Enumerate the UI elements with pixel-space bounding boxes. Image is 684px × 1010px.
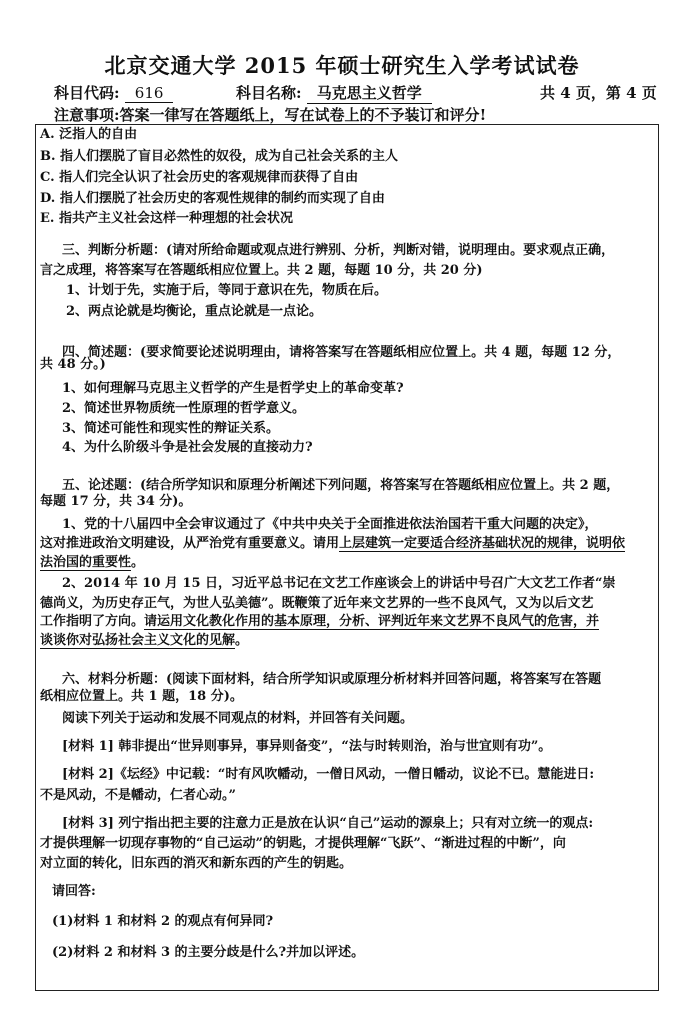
section6-intro: 阅读下列关于运动和发展不同观点的材料，并回答有关问题。 xyxy=(62,711,414,726)
subject-name-label: 科目名称: xyxy=(236,84,302,102)
notice-label: 注意事项: xyxy=(54,106,120,124)
section5-q2-line4-end: 。 xyxy=(235,633,249,648)
exam-title: 北京交通大学 2015 年硕士研究生入学考试试卷 xyxy=(104,53,580,78)
section5-q1-line2-underlined: 上层建筑一定要适合经济基础状况的规律，说明依 xyxy=(339,536,626,551)
section5-q2-line2: 德尚义，为历史存正气，为世人弘美德”。既鞭策了近年来文艺界的一些不良风气，又为以后文艺 xyxy=(40,596,594,611)
section3-item: 2、两点论就是均衡论，重点论就是一点论。 xyxy=(66,304,323,319)
section5-q1-line1: 1、党的十八届四中全会审议通过了《中共中央关于全面推进依法治国若干重大问题的决定》， xyxy=(62,517,598,532)
option-d: D. 指人们摆脱了社会历史的客观性规律的制约而实现了自由 xyxy=(40,191,385,206)
section5-q1-line2-text: 这对推进政治文明建设，从严治党有重要意义。请用 xyxy=(40,536,340,551)
option-a: A. 泛指人的自由 xyxy=(40,127,138,142)
material-2-line1: [材料 2]《坛经》中记载：“时有风吹幡动，一僧日风动，一僧日幡动，议论不已。慧能进日: xyxy=(62,767,595,782)
notice xyxy=(54,104,486,125)
section4-heading-cont: 共 48 分。) xyxy=(40,357,106,372)
subject-code-value: 616 xyxy=(125,84,174,103)
section4-item: 4、为什么阶级斗争是社会发展的直接动力? xyxy=(62,440,313,455)
section3-item: 1、计划于先，实施于后，等同于意识在先，物质在后。 xyxy=(66,283,388,298)
section5-q2-line3-text: 工作指明了方向。 xyxy=(40,614,145,629)
section5-heading: 五、论述题：(结合所学知识和原理分析阐述下列问题，将答案写在答题纸相应位置上。共 2 题， xyxy=(62,478,620,493)
section6-heading: 六、材料分析题：(阅读下面材料，结合所学知识或原理分析材料并回答问题，将答案写在答题 xyxy=(62,672,602,687)
section3-heading-cont: 言之成理，将答案写在答题纸相应位置上。共 2 题，每题 10 分，共 20 分) xyxy=(40,263,483,278)
material-2-line2: 不是风动，不是幡动，仁者心动。” xyxy=(40,788,236,803)
section4-item: 1、如何理解马克思主义哲学的产生是哲学史上的革命变革? xyxy=(62,381,404,396)
section5-q1-line3 xyxy=(40,554,144,572)
section5-q1-line2 xyxy=(40,535,625,553)
section6-heading-cont: 纸相应位置上。共 1 题，18 分)。 xyxy=(40,689,243,704)
subject-name-value: 马克思主义哲学 xyxy=(307,82,432,104)
material-3-line2: 才提供理解一切现存事物的“自己运动”的钥匙，才提供理解“飞跃”、“渐进过程的中断”，向 xyxy=(40,836,566,851)
section4-heading: 四、简述题：(要求简要论述说明理由，请将答案写在答题纸相应位置上。共 4 题，每题 12 分， xyxy=(62,345,621,360)
section3-heading: 三、判断分析题：(请对所给命题或观点进行辨别、分析，判断对错，说明理由。要求观点正确， xyxy=(62,243,615,258)
section5-q2-line1: 2、2014 年 10 月 15 日，习近平总书记在文艺工作座谈会上的讲话中号召广大文艺工作者“崇 xyxy=(62,576,616,591)
section5-q2-line3 xyxy=(40,613,599,631)
option-c: C. 指人们完全认识了社会历史的客观规律而获得了自由 xyxy=(40,170,359,185)
question-2: (2)材料 2 和材料 3 的主要分歧是什么?并加以评述。 xyxy=(52,945,365,960)
question-1: (1)材料 1 和材料 2 的观点有何异同? xyxy=(52,914,274,929)
section4-item: 2、简述世界物质统一性原理的哲学意义。 xyxy=(62,401,306,416)
section5-heading-cont: 每题 17 分，共 34 分)。 xyxy=(40,494,192,509)
notice-end: ! xyxy=(479,106,487,124)
subject-name xyxy=(236,82,432,104)
page-info: 共 4 页，第 4 页 xyxy=(540,84,657,102)
option-e: E. 指共产主义社会这样一种理想的社会状况 xyxy=(40,211,293,226)
section5-q1-line3-underlined: 法治国的重要性 xyxy=(40,555,132,570)
notice-text: 答案一律写在答题纸上，写在试卷上的不予装订和评分 xyxy=(119,106,480,124)
subject-code-label: 科目代码: xyxy=(54,84,120,102)
section4-item: 3、简述可能性和现实性的辩证关系。 xyxy=(62,421,280,436)
section5-q2-line4 xyxy=(40,632,248,650)
section5-q2-line4-underlined: 谈谈你对弘扬社会主义文化的见解 xyxy=(40,633,236,648)
section5-q1-line3-end: 。 xyxy=(131,555,145,570)
section5-q2-line3-underlined: 请运用文化教化作用的基本原理，分析、评判近年来文艺界不良风气的危害，并 xyxy=(144,614,600,629)
ask-label: 请回答: xyxy=(52,884,96,899)
material-3-line3: 对立面的转化，旧东西的消灭和新东西的产生的钥匙。 xyxy=(40,856,353,871)
material-3-line1: [材料 3] 列宁指出把主要的注意力正是放在认识“自己”运动的源泉上；只有对立统一的观点: xyxy=(62,816,594,831)
subject-code xyxy=(54,82,173,103)
option-b: B. 指人们摆脱了盲目必然性的奴役，成为自己社会关系的主人 xyxy=(40,149,399,164)
material-1: [材料 1] 韩非提出“世异则事异，事异则备变”，“法与时转则治，治与世宜则有功”。 xyxy=(62,739,552,754)
